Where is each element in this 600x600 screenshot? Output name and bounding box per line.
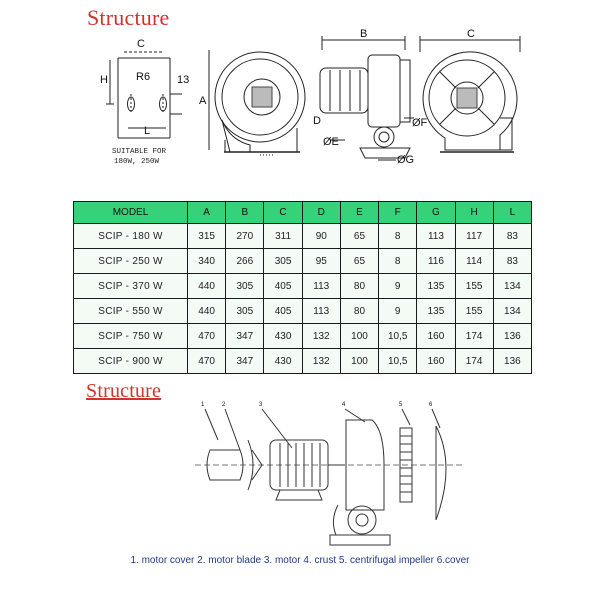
table-cell: 80 [340,274,378,299]
table-cell-model: SCIP - 180 W [74,224,188,249]
part-number-1: 1 [201,402,205,408]
table-cell: 95 [302,249,340,274]
table-cell: 440 [188,274,226,299]
table-cell: 134 [493,274,531,299]
table-cell-model: SCIP - 370 W [74,274,188,299]
table-row [74,249,532,274]
table-cell-model: SCIP - 900 W [74,349,188,374]
table-cell-model: SCIP - 750 W [74,324,188,349]
table-cell: 8 [379,224,417,249]
table-cell: 117 [455,224,493,249]
col-header-e: E [340,202,378,224]
table-cell: 315 [188,224,226,249]
dim-label-f: ØF [412,117,428,129]
table-cell: 100 [340,349,378,374]
table-cell: 83 [493,224,531,249]
table-cell: 470 [188,349,226,374]
table-cell: 305 [264,249,302,274]
table-cell: 10,5 [379,324,417,349]
table-cell: 160 [417,349,455,374]
table-cell: 174 [455,324,493,349]
table-cell: 136 [493,349,531,374]
table-cell: 136 [493,324,531,349]
table-header-row [74,202,532,224]
table-cell: 266 [226,249,264,274]
table-cell: 311 [264,224,302,249]
col-header-h: H [455,202,493,224]
dim-label-b: B [360,28,368,40]
part-number-6: 6 [429,402,433,408]
table-cell: 155 [455,299,493,324]
table-cell: 9 [379,299,417,324]
col-header-c: C [264,202,302,224]
impeller-figure [400,428,412,502]
table-cell-model: SCIP - 250 W [74,249,188,274]
table-cell: 470 [188,324,226,349]
col-header-d: D [302,202,340,224]
page-title: Structure [87,5,170,30]
table-cell: 270 [226,224,264,249]
table-cell: 113 [417,224,455,249]
table-cell: 347 [226,324,264,349]
table-row [74,299,532,324]
table-cell: 430 [264,324,302,349]
rear-view-figure [420,36,520,152]
table-cell: 135 [417,274,455,299]
cover-figure [436,426,446,520]
table-cell: 90 [302,224,340,249]
table-cell: 405 [264,274,302,299]
table-cell: 100 [340,324,378,349]
motor-blade-figure [248,440,262,490]
dimensions-table [73,201,532,374]
table-cell: 305 [226,299,264,324]
col-header-f: F [379,202,417,224]
table-cell: 174 [455,349,493,374]
suitable-for-line2: 180W, 250W [114,158,160,166]
crust-figure [330,420,390,545]
table-cell: 155 [455,274,493,299]
table-cell: 440 [188,299,226,324]
col-header-g: G [417,202,455,224]
dim-label-l: L [144,125,151,137]
dimension-drawing [0,0,600,200]
dim-label-h: H [100,74,108,86]
col-header-b: B [226,202,264,224]
table-cell: 114 [455,249,493,274]
table-cell: 305 [226,274,264,299]
parts-caption: 1. motor cover 2. motor blade 3. motor 4. crust 5. centrifugal impeller 6.cover [130,555,470,566]
table-cell: 65 [340,224,378,249]
table-cell: 430 [264,349,302,374]
section-title: Structure [86,380,162,402]
col-header-a: A [188,202,226,224]
table-cell: 134 [493,299,531,324]
table-cell: 135 [417,299,455,324]
part-number-2: 2 [222,402,226,408]
table-cell: 10,5 [379,349,417,374]
table-row [74,274,532,299]
table-cell: 160 [417,324,455,349]
table-cell: 116 [417,249,455,274]
motor-cover-figure [207,450,243,480]
table-cell: 9 [379,274,417,299]
table-cell: 132 [302,324,340,349]
front-view-figure [209,50,305,155]
part-number-5: 5 [399,402,403,408]
table-cell: 65 [340,249,378,274]
dim-label-g: ØG [397,154,415,166]
dim-label-e: ØE [323,136,339,148]
col-header-l: L [493,202,531,224]
table-cell: 113 [302,299,340,324]
part-number-3: 3 [259,402,263,408]
dim-label-a: A [199,95,207,107]
part-number-4: 4 [342,402,346,408]
motor-figure [270,440,345,500]
table-cell: 113 [302,274,340,299]
dim-label-c2: C [467,28,475,40]
table-cell: 405 [264,299,302,324]
table-row [74,224,532,249]
table-cell: 8 [379,249,417,274]
dim-label-r6: R6 [136,71,151,83]
col-header-model: MODEL [74,202,188,224]
dim-label-d: D [313,115,321,127]
table-row [74,349,532,374]
table-cell: 80 [340,299,378,324]
table-row [74,324,532,349]
table-cell: 340 [188,249,226,274]
table-cell: 132 [302,349,340,374]
table-cell: 347 [226,349,264,374]
table-cell-model: SCIP - 550 W [74,299,188,324]
suitable-for-line1: SUITABLE FOR [112,148,167,156]
table-cell: 83 [493,249,531,274]
dim-label-13: 13 [177,74,190,86]
dim-label-c: C [137,38,145,50]
